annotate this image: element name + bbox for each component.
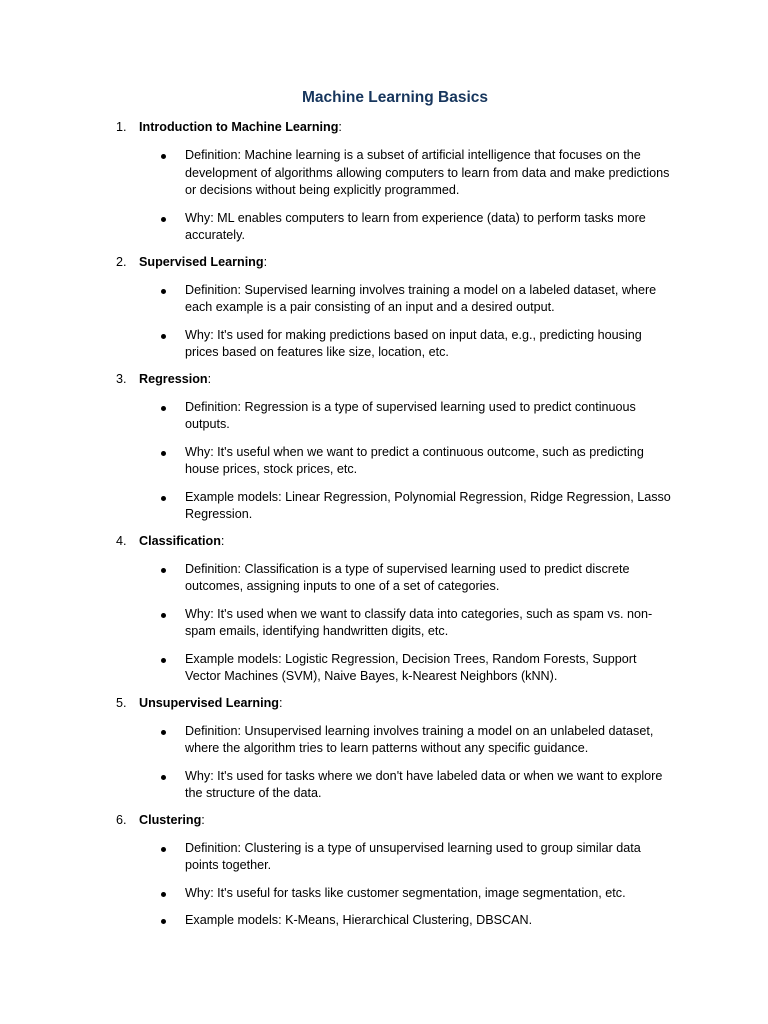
section-number: 6. [116,812,127,827]
bullet-list [0,147,768,245]
list-item [0,723,768,758]
list-item [0,651,768,686]
bullet-list [0,282,768,362]
section-title-suffix: : [278,695,283,710]
bullet-dot-icon [161,847,166,852]
section-number: 1. [116,120,127,134]
section-title: Unsupervised Learning [139,695,279,710]
bullet-text: Why: It's useful for tasks like customer segmentation, image segmentation, etc. [185,885,626,900]
list-item [0,399,768,434]
bullet-text: Definition: Clustering is a type of unsupervised learning used to group similar data points together. [185,840,641,872]
section-title-wrap [139,119,342,137]
section-heading [0,371,768,389]
section-heading [0,812,768,830]
bullet-dot-icon [161,496,166,501]
list-item [0,606,768,641]
section-title: Introduction to Machine Learning [139,120,339,134]
bullet-dot-icon [161,730,166,735]
bullet-text: Example models: Linear Regression, Polynomial Regression, Ridge Regression, Lasso Regression. [185,489,671,521]
bullet-list [0,840,768,930]
bullet-text: Why: It's used when we want to classify data into categories, such as spam vs. non-spam emails, identifying handwritten digits, etc. [185,606,653,638]
section-title-wrap [139,533,224,551]
list-item [0,444,768,479]
section-heading [0,119,768,137]
section-heading [0,254,768,272]
list-item [0,210,768,245]
bullet-text: Why: It's used for making predictions based on input data, e.g., predicting housing prices based on features like size, location, etc. [185,327,642,359]
document-title: Machine Learning Basics [301,89,489,106]
bullet-list [0,723,768,803]
bullet-text: Definition: Classification is a type of supervised learning used to predict discrete outcomes, assigning inputs to one of a set of categories. [185,561,630,593]
section-title: Regression [139,371,208,386]
bullet-dot-icon [161,775,166,780]
section-heading [0,533,768,551]
section-title-suffix: : [201,812,205,827]
list-item [0,282,768,317]
section-classification [0,533,768,686]
section-title-wrap [139,812,205,830]
bullet-dot-icon [161,892,166,897]
section-title-suffix: : [207,371,212,386]
section-introduction [0,119,768,245]
list-item [0,327,768,362]
list-item [0,147,768,200]
section-title: Supervised Learning [139,254,264,269]
section-unsupervised-learning [0,695,768,803]
bullet-text: Definition: Unsupervised learning involves training a model on an unlabeled dataset, where the algorithm tries to learn patterns without any specific guidance. [185,723,654,755]
bullet-dot-icon [161,334,166,339]
bullet-dot-icon [161,289,166,294]
section-title-wrap [139,695,282,713]
list-item [0,768,768,803]
section-heading [0,695,768,713]
section-title-suffix: : [338,120,342,134]
section-title: Classification [139,533,221,548]
section-title-suffix: : [220,533,225,548]
bullet-dot-icon [161,568,166,573]
bullet-list [0,561,768,686]
section-regression [0,371,768,524]
bullet-text: Why: ML enables computers to learn from experience (data) to perform tasks more accurately. [185,210,646,242]
list-item [0,561,768,596]
section-title-wrap [139,254,267,272]
list-item [0,840,768,875]
bullet-dot-icon [161,217,166,222]
section-title-wrap [139,371,211,389]
bullet-text: Why: It's used for tasks where we don't have labeled data or when we want to explore the structure of the data. [185,768,663,800]
section-title-suffix: : [263,254,268,269]
bullet-dot-icon [161,154,166,159]
bullet-dot-icon [161,658,166,663]
list-item [0,489,768,524]
bullet-list [0,399,768,524]
bullet-dot-icon [161,451,166,456]
section-number: 5. [116,695,127,710]
bullet-dot-icon [161,919,166,924]
section-clustering [0,812,768,930]
bullet-text: Example models: K-Means, Hierarchical Clustering, DBSCAN. [185,913,533,927]
bullet-text: Example models: Logistic Regression, Decision Trees, Random Forests, Support Vector Machines (SVM), Naive Bayes, k-Nearest Neighbors (kNN). [185,651,637,683]
bullet-text: Why: It's useful when we want to predict a continuous outcome, such as predicting house prices, stock prices, etc. [185,444,644,476]
list-item [0,885,768,903]
bullet-text: Definition: Supervised learning involves training a model on a labeled dataset, where each example is a pair consisting of an input and a desired output. [185,282,657,314]
bullet-dot-icon [161,613,166,618]
section-supervised-learning [0,254,768,362]
bullet-dot-icon [161,406,166,411]
list-item [0,912,768,930]
section-number: 2. [116,254,127,269]
section-list [0,119,768,930]
section-title: Clustering [139,812,202,827]
section-number: 3. [116,371,127,386]
bullet-text: Definition: Regression is a type of supervised learning used to predict continuous outputs. [185,399,636,431]
section-number: 4. [116,533,127,548]
bullet-text: Definition: Machine learning is a subset of artificial intelligence that focuses on the development of algorithms allowing computers to learn from data and make predictions or decisions without being explicitly programmed. [185,148,670,197]
